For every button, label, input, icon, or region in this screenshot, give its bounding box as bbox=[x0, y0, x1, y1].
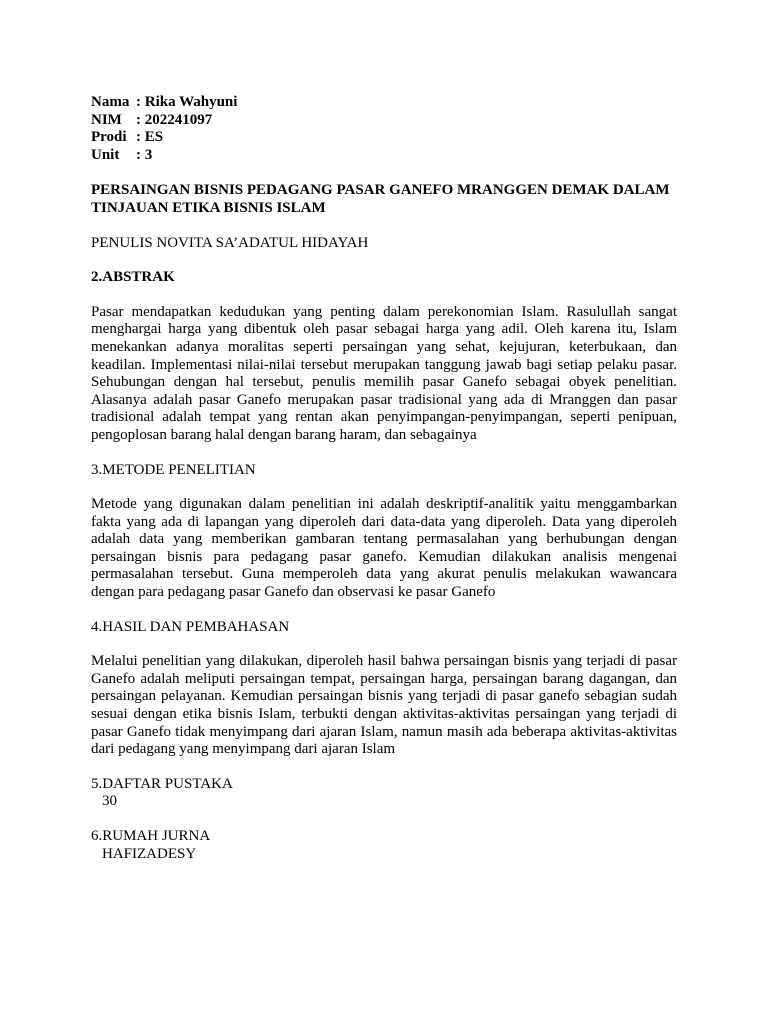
meta-label-nama: Nama bbox=[91, 94, 130, 110]
meta-label-unit: Unit bbox=[91, 146, 120, 163]
meta-label-nim: NIM bbox=[91, 111, 122, 128]
author-line: PENULIS NOVITA SA’ADATUL HIDAYAH bbox=[91, 234, 369, 251]
meta-label-prodi: Prodi bbox=[91, 129, 127, 146]
section-heading-hasil: 4.HASIL DAN PEMBAHASAN bbox=[91, 618, 290, 635]
section-heading-abstrak: 2.ABSTRAK bbox=[91, 269, 175, 286]
meta-value-nama: : Rika Wahyuni bbox=[136, 94, 238, 110]
section-heading-rumah: 6.RUMAH JURNA bbox=[91, 828, 211, 844]
section-heading-pustaka: 5.DAFTAR PUSTAKA bbox=[91, 775, 233, 792]
section-value-rumah: HAFIZADESY bbox=[102, 845, 197, 862]
student-info bbox=[91, 94, 677, 164]
meta-value-nim: : 202241097 bbox=[136, 111, 213, 128]
meta-row-nim bbox=[91, 112, 677, 130]
document-page bbox=[91, 94, 677, 863]
meta-row-nama bbox=[91, 94, 677, 112]
document-title: PERSAINGAN BISNIS PEDAGANG PASAR GANEFO MRANGGEN DEMAK DALAM TINJAUAN ETIKA BISNIS ISLAM bbox=[91, 182, 670, 216]
section-heading-metode: 3.METODE PENELITIAN bbox=[91, 461, 256, 478]
section-body-hasil: Melalui penelitian yang dilakukan, diperoleh hasil bahwa persaingan bisnis yang terjadi di pasar Ganefo adalah meliputi persaingan tempat, persaingan harga, persaingan barang dagangan, dan persaingan pelayanan. Kemudian persaingan bisnis yang terjadi di pasar ganefo sebagian sudah sesuai dengan etika bisnis Islam, terbukti dengan aktivitas-aktivitas persaingan yang terjadi di pasar Ganefo tidak menyimpang dari ajaran Islam, namun masih ada beberapa aktivitas-aktivitas dari pedagang yang menyimpang dari ajaran Islam bbox=[91, 653, 677, 758]
meta-row-unit bbox=[91, 147, 677, 165]
meta-value-prodi: : ES bbox=[136, 129, 164, 146]
section-value-pustaka: 30 bbox=[102, 793, 117, 810]
section-body-abstrak: Pasar mendapatkan kedudukan yang penting dalam perekonomian Islam. Rasulullah sangat menghargai harga yang dibentuk oleh pasar sebagai harga yang adil. Oleh karena itu, Islam menekankan adanya moralitas seperti persaingan yang sehat, kejujuran, keterbukaan, dan keadilan. Implementasi nilai-nilai tersebut merupakan tanggung jawab bagi setiap pelaku pasar. Sehubungan dengan hal tersebut, penulis memilih pasar Ganefo sebagai obyek penelitian. Alasanya adalah pasar Ganefo merupakan pasar tradisional yang ada di Mranggen dan pasar tradisional adalah tempat yang rentan akan penyimpangan-penyimpangan, seperti penipuan, pengoplosan barang halal dengan barang haram, dan sebagainya bbox=[91, 303, 677, 443]
meta-value-unit: : 3 bbox=[136, 146, 153, 163]
section-body-metode: Metode yang digunakan dalam penelitian ini adalah deskriptif-analitik yaitu menggambarkan fakta yang ada di lapangan yang diperoleh dari data-data yang diperoleh. Data yang diperoleh adalah data yang memberikan gambaran tentang permasalahan yang berhubungan dengan persaingan bisnis para pedagang pasar ganefo. Kemudian dilakukan analisis mengenai permasalahan tersebut. Guna memperoleh data yang akurat penulis melakukan wawancara dengan para pedagang pasar Ganefo dan observasi ke pasar Ganefo bbox=[91, 496, 677, 601]
meta-row-prodi bbox=[91, 129, 677, 147]
